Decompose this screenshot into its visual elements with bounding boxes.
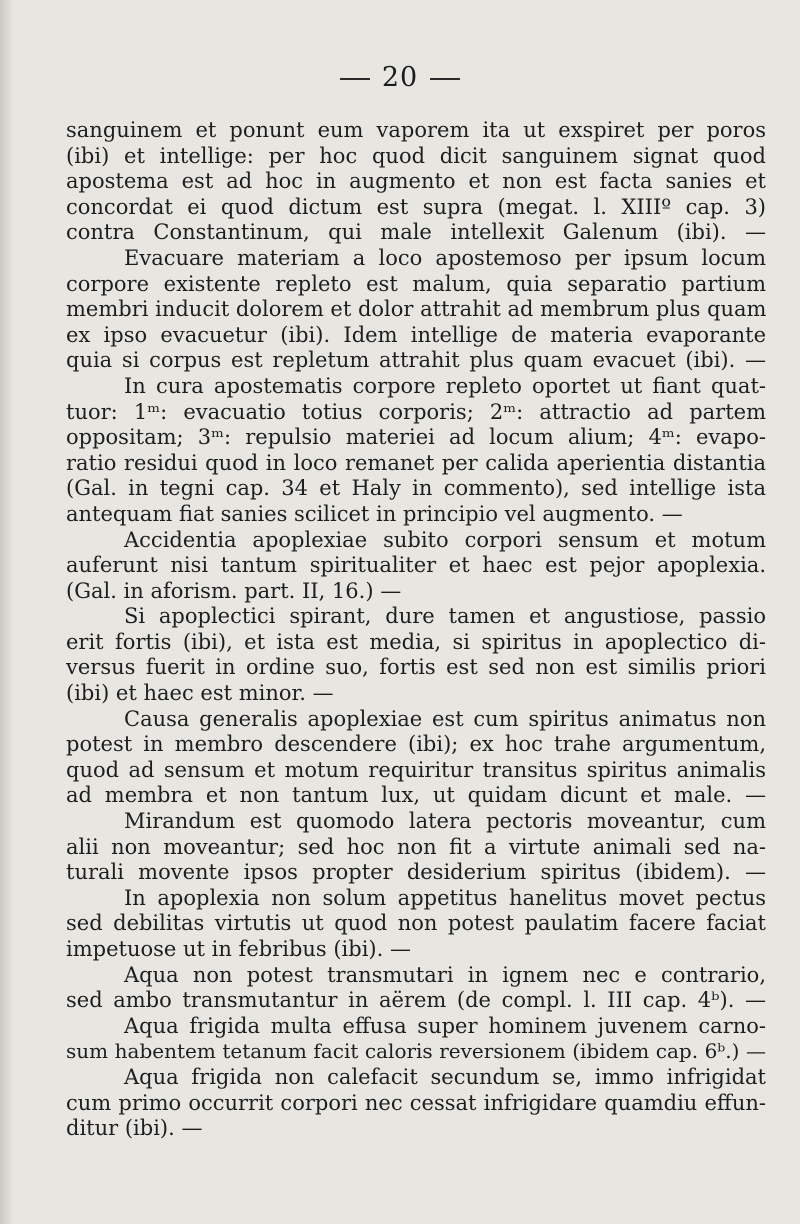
page-number: 20 [381,62,419,93]
text-line: concordat ei quod dictum est supra (megat. l. XIIIº cap. 3) [66,194,766,219]
text-line: sanguinem et ponunt eum vaporem ita ut exspiret per poros [66,118,766,142]
text-line: alii non moveantur; sed hoc non fit a virtute animali sed na- [66,834,766,859]
text-line: In apoplexia non solum appetitus hanelitus movet pectus [124,885,766,910]
text-line: Mirandum est quomodo latera pectoris moveantur, cum [124,809,766,834]
text-line: versus fuerit in ordine suo, fortis est sed non est similis priori [66,655,766,680]
text-line: In cura apostematis corpore repleto oportet ut fiant quat- [124,373,766,398]
text-line: sed debilitas virtutis ut quod non potest paulatim facere faciat [66,911,766,936]
text-line: ex ipso evacuetur (ibi). Idem intellige de materia evaporante [66,322,766,347]
text-line: apostema est ad hoc in augmento et non est facta sanies et [66,169,766,194]
text-line: Aqua frigida non calefacit secundum se, immo infrigidat [124,1064,766,1089]
text-line: turali movente ipsos propter desiderium spiritus (ibidem). — [66,860,766,885]
text-line: (ibi) et intellige: per hoc quod dicit sanguinem signat quod [66,143,766,168]
text-line: contra Constantinum, qui male intellexit Galenum (ibi). — [66,220,766,245]
text-line: cum primo occurrit corpori nec cessat infrigidare quamdiu effun- [66,1090,766,1115]
text-line: Aqua frigida multa effusa super hominem juvenem carno- [124,1013,766,1038]
page-header [0,62,800,93]
text-line: antequam fiat sanies scilicet in principio vel augmento. — [66,501,683,526]
text-line: Si apoplectici spirant, dure tamen et angustiose, passio [124,604,766,629]
text-line: quod ad sensum et motum requiritur transitus spiritus animalis [66,757,766,782]
text-line: Accidentia apoplexiae subito corpori sensum et motum [124,527,766,552]
text-line: Evacuare materiam a loco apostemoso per ipsum locum [124,245,766,270]
text-line: ad membra et non tantum lux, ut quidam dicunt et male. — [66,783,766,808]
text-line: membri inducit dolorem et dolor attrahit ad membrum plus quam [66,297,767,322]
text-line: corpore existente repleto est malum, quia separatio partium [66,271,766,296]
text-line: (Gal. in tegni cap. 34 et Haly in commento), sed intellige ista [66,476,766,501]
text-line: Aqua non potest transmutari in ignem nec e contrario, [124,962,766,987]
header-dash-left [340,78,370,80]
text-line: (Gal. in aforism. part. II, 16.) — [66,578,402,603]
header-dash-right [430,78,460,80]
text-line: quia si corpus est repletum attrahit plus quam evacuet (ibi). — [66,348,766,373]
text-line: potest in membro descendere (ibi); ex hoc trahe argumentum, [66,732,766,757]
text-line: erit fortis (ibi), et ista est media, si spiritus in apoplectico di- [66,629,766,654]
text-line: (ibi) et haec est minor. — [66,681,334,706]
text-line: sed ambo transmutantur in aërem (de compl. l. III cap. 4ᵇ). — [66,988,766,1013]
body-text [66,118,766,1142]
text-line: oppositam; 3ᵐ: repulsio materiei ad locum alium; 4ᵐ: evapo- [66,425,766,450]
text-line: ratio residui quod in loco remanet per calida aperientia distantia [66,450,766,475]
page-shadow [0,0,14,1224]
text-line: ditur (ibi). — [66,1116,203,1141]
text-line: auferunt nisi tantum spiritualiter et haec est pejor apoplexia. [66,553,766,578]
text-line: tuor: 1ᵐ: evacuatio totius corporis; 2ᵐ: attractio ad partem [66,399,766,424]
text-line: Causa generalis apoplexiae est cum spiritus animatus non [124,706,766,731]
text-line: impetuose ut in febribus (ibi). — [66,937,411,961]
text-line: sum habentem tetanum facit caloris reversionem (ibidem cap. 6ᵇ.) — [66,1039,766,1064]
